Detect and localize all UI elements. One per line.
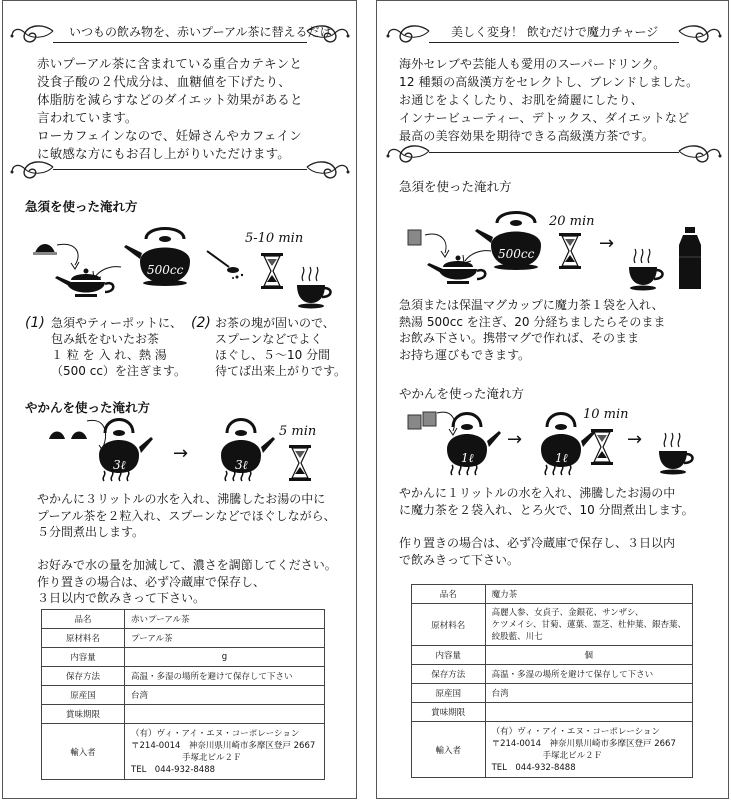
table-row: [42, 686, 325, 705]
intro-line: 言われています。: [37, 110, 138, 125]
product-info-table: [411, 584, 693, 778]
left-panel: [2, 0, 357, 799]
importer-line: （有）ヴィ・アイ・エヌ・コーポレーション: [491, 726, 660, 737]
header-ornament-right: [677, 25, 717, 45]
storage-note: [399, 535, 675, 568]
kyusu-instructions: [399, 297, 665, 363]
divider-ornament-left: [391, 145, 431, 165]
table-key: 品名: [412, 585, 486, 604]
process-arrow: →: [173, 443, 189, 464]
intro-line: ローカフェインなので、妊婦さんやカフェイン: [37, 128, 302, 143]
text-line: に魔力茶を２袋入れ、とろ火で、10 分間煮出します。: [399, 502, 694, 517]
ingredient-line: 絞股藍、川七: [491, 631, 543, 642]
step-line: 包み紙をむいたお茶: [51, 332, 160, 346]
table-row: [42, 610, 325, 629]
pot-volume-label: 3ℓ: [235, 458, 248, 472]
pot-volume-label: 1ℓ: [461, 451, 474, 465]
storage-note: [37, 557, 337, 607]
importer-line: 手塚北ビル２Ｆ: [491, 750, 603, 761]
header-rule: [53, 42, 307, 43]
yakan-kettle-icon: [443, 415, 503, 479]
hourglass-icon: [261, 253, 283, 289]
bottle-icon: [677, 227, 707, 291]
ingredient-line: ケツメイシ、甘菊、蓮葉、霊芝、杜仲葉、銀杏葉、: [491, 619, 686, 630]
table-value: [485, 703, 692, 722]
table-value: プーアル茶: [125, 629, 325, 648]
kettle-volume-label: 500cc: [147, 263, 184, 277]
importer-value: [125, 724, 325, 780]
table-key: 原産国: [412, 684, 486, 703]
intro-line: 体脂肪を減らすなどのダイエット効果があると: [37, 92, 303, 107]
teacup-icon: [659, 445, 699, 477]
kyusu-title: 急須を使った淹れ方: [25, 199, 138, 214]
yakan-title: やかんを使った淹れ方: [25, 400, 151, 415]
divider-ornament-right: [677, 145, 717, 165]
boil-duration: 5 min: [279, 424, 317, 439]
table-row: [42, 705, 325, 724]
process-arrow: →: [507, 429, 523, 450]
yakan-instructions: [37, 491, 336, 541]
text-line: ３日以内で飲みきって下さい。: [37, 591, 206, 605]
boil-duration: 10 min: [583, 407, 629, 422]
table-row: [412, 722, 693, 778]
table-value: 台湾: [125, 686, 325, 705]
process-arrow: →: [599, 233, 615, 254]
steep-duration: 20 min: [549, 214, 595, 229]
table-value: 台湾: [485, 684, 692, 703]
kyusu-title: 急須を使った淹れ方: [399, 179, 512, 194]
teacup-icon: [629, 261, 669, 293]
ingredients-value: [485, 604, 692, 646]
table-value: 赤いプーアル茶: [125, 610, 325, 629]
table-row: [42, 629, 325, 648]
intro-line: に敏感な方にもお召し上がりいただけます。: [37, 146, 291, 161]
importer-value: [485, 722, 692, 778]
table-row: [412, 665, 693, 684]
table-key: 保存方法: [412, 665, 486, 684]
importer-line: TEL 044-932-8488: [131, 764, 216, 775]
table-key: 賞味期限: [412, 703, 486, 722]
table-value: 個: [485, 646, 692, 665]
importer-line: 手塚北ビル２Ｆ: [131, 752, 242, 763]
table-key: 賞味期限: [42, 705, 125, 724]
step-line: ほぐし、５〜10 分間: [215, 348, 331, 362]
hourglass-icon: [591, 429, 613, 465]
table-row: [42, 648, 325, 667]
ingredient-line: 高麗人参、女貞子、金銀花、サンザシ、: [491, 607, 644, 618]
divider-rule: [429, 152, 679, 153]
importer-line: TEL 044-932-8488: [491, 762, 576, 773]
header-ornament-left: [15, 25, 55, 45]
spoon-icon: [207, 251, 247, 281]
importer-line: 〒214-0014 神奈川県川崎市多摩区登戸 2667: [131, 740, 316, 751]
text-line: 作り置きの場合は、必ず冷蔵庫で保存し、３日以内: [399, 536, 676, 550]
text-line: で飲みきって下さい。: [399, 552, 520, 567]
hourglass-icon: [289, 445, 311, 481]
intro-line: 海外セレブや芸能人も愛用のスーパードリンク。: [399, 57, 666, 71]
table-row: [42, 724, 325, 780]
text-line: 急須または保温マグカップに魔力茶１袋を入れ、: [399, 298, 664, 312]
kettle-volume-label: 500cc: [498, 247, 535, 261]
step-number: (1): [25, 315, 45, 331]
header-title: いつもの飲み物を、赤いプーアル茶に替えるだけ: [69, 25, 332, 39]
kettle-icon: [138, 221, 198, 291]
header-title: 美しく変身！ 飲むだけで魔力チャージ: [451, 25, 659, 39]
importer-line: 〒214-0014 神奈川県川崎市多摩区登戸 2667: [491, 738, 676, 749]
text-line: お好みで水の量を加減して、濃さを調節してください。: [37, 558, 337, 572]
table-key: 原産国: [42, 686, 125, 705]
text-line: 熱湯 500cc を注ぎ、20 分経ちましたらそのまま: [399, 314, 666, 329]
table-row: [412, 604, 693, 646]
table-value: 高温・多湿の場所を避けて保存して下さい: [485, 665, 692, 684]
yakan-kettle-icon: [537, 415, 597, 479]
table-value: [125, 705, 325, 724]
table-key: 原材料名: [412, 604, 486, 646]
step-text: [215, 315, 346, 379]
step-line: （500 cc）を注ぎます。: [51, 364, 186, 378]
intro-line: 最高の美容効果を期待できる高級漢方茶です。: [399, 129, 655, 143]
text-line: プーアル茶を２粒入れ、スプーンなどでほぐしながら、: [37, 508, 336, 523]
intro-text: [37, 55, 303, 163]
table-row: [412, 646, 693, 665]
yakan-title: やかんを使った淹れ方: [399, 386, 525, 401]
step-number: (2): [191, 315, 211, 331]
divider-ornament-left: [15, 161, 55, 181]
table-key: 輸入者: [42, 724, 125, 780]
text-line: お飲み下さい。携帯マグで作れば、そのまま: [399, 331, 640, 345]
step-text: [51, 315, 186, 379]
hourglass-icon: [559, 233, 581, 269]
text-line: ５分間煮出します。: [37, 525, 145, 539]
right-panel: [376, 0, 729, 799]
step-line: 待てば出来上がりです。: [215, 364, 347, 378]
step-line: お茶の塊が固いので、: [215, 316, 335, 330]
divider-ornament-right: [305, 161, 345, 181]
text-line: やかんに１リットルの水を入れ、沸騰したお湯の中: [399, 486, 676, 500]
step-line: スプーンなどでよく: [215, 332, 323, 346]
pot-volume-label: 3ℓ: [113, 458, 126, 472]
table-row: [42, 667, 325, 686]
pot-volume-label: 1ℓ: [555, 451, 568, 465]
text-line: 作り置きの場合は、必ず冷蔵庫で保存し、: [37, 574, 266, 589]
header-rule: [429, 42, 679, 43]
intro-line: 12 種類の高級漢方をセレクトし、ブレンドしました。: [399, 75, 699, 89]
step-line: １ 粒 を 入 れ、熱 湯: [51, 348, 167, 362]
teacup-icon: [297, 279, 337, 311]
table-key: 輸入者: [412, 722, 486, 778]
table-value: g: [125, 648, 325, 667]
importer-line: （有）ヴィ・アイ・エヌ・コーポレーション: [131, 728, 300, 739]
divider-rule: [53, 169, 307, 170]
kettle-icon: [489, 205, 549, 275]
process-arrow: →: [627, 429, 643, 450]
yakan-kettle-icon: [95, 421, 155, 485]
table-key: 内容量: [412, 646, 486, 665]
table-key: 内容量: [42, 648, 125, 667]
product-info-table: [41, 609, 325, 780]
table-row: [412, 684, 693, 703]
step-line: 急須やティーポットに、: [51, 316, 183, 330]
intro-line: 赤いプーアル茶に含まれている重合カテキンと: [37, 56, 303, 71]
text-line: お持ち運びもできます。: [399, 347, 531, 362]
intro-line: お通じをよくしたり、お肌を綺麗にしたり、: [399, 93, 644, 107]
table-value: 高温・多湿の場所を避けて保存して下さい: [125, 667, 325, 686]
header-ornament-left: [391, 25, 431, 45]
table-row: [412, 703, 693, 722]
table-key: 原材料名: [42, 629, 125, 648]
table-value: 魔力茶: [485, 585, 692, 604]
intro-line: 没食子酸の２代成分は、血糖値を下げたり、: [37, 74, 292, 89]
steep-duration: 5-10 min: [245, 231, 304, 246]
intro-text: [399, 55, 698, 145]
table-key: 品名: [42, 610, 125, 629]
text-line: やかんに３リットルの水を入れ、沸騰したお湯の中に: [37, 492, 326, 506]
yakan-kettle-icon: [217, 421, 277, 485]
table-row: [412, 585, 693, 604]
intro-line: インナービューティー、デトックス、ダイエットなど: [399, 111, 690, 125]
table-key: 保存方法: [42, 667, 125, 686]
yakan-instructions: [399, 485, 694, 518]
pour-arrow-icon: [89, 263, 129, 283]
